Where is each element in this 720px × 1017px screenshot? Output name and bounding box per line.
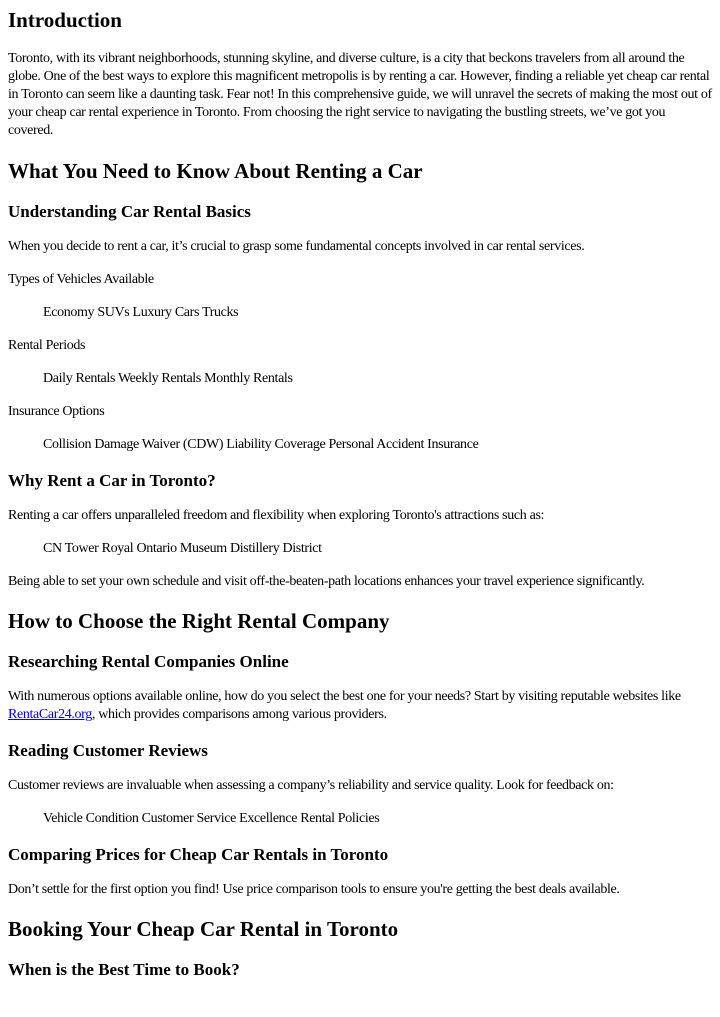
paragraph-comparing-prices: Don’t settle for the first option you find! Use price comparison tools to ensure you're getting the best deals available.	[8, 882, 620, 897]
paragraph-rental-basics: When you decide to rent a car, it’s crucial to grasp some fundamental concepts involved in car rental services.	[8, 239, 585, 254]
list-rental-periods: Daily Rentals Weekly Rentals Monthly Rentals	[43, 371, 293, 386]
paragraph-customer-reviews: Customer reviews are invaluable when assessing a company’s reliability and service quality. Look for feedback on:	[8, 778, 614, 793]
paragraph-introduction: Toronto, with its vibrant neighborhoods, stunning skyline, and diverse culture, is a city that beckons travelers from all around the globe. One of the best ways to explore this magnificent metropolis is by renting a car. However, finding a reliable yet cheap car rental in Toronto can seem like a daunting task. Fear not! In this comprehensive guide, we will unravel the secrets of making the most out of your cheap car rental experience in Toronto. From choosing the right service to navigating the bustling streets, we’ve got you covered.	[8, 51, 712, 138]
label-insurance-options: Insurance Options	[8, 404, 105, 419]
research-text-before: With numerous options available online, how do you select the best one for your needs? Start by visiting reputable websites like	[8, 689, 681, 704]
research-text-after: , which provides comparisons among various providers.	[91, 707, 387, 722]
rentacar24-link[interactable]: RentaCar24.org	[8, 707, 92, 722]
paragraph-research-online	[8, 688, 712, 724]
heading-renting-car: What You Need to Know About Renting a Car	[8, 159, 423, 183]
paragraph-schedule: Being able to set your own schedule and visit off-the-beaten-path locations enhances your travel experience significantly.	[8, 574, 645, 589]
list-review-topics: Vehicle Condition Customer Service Excellence Rental Policies	[43, 811, 380, 826]
paragraph-why-toronto: Renting a car offers unparalleled freedom and flexibility when exploring Toronto's attractions such as:	[8, 508, 545, 523]
heading-why-toronto: Why Rent a Car in Toronto?	[8, 471, 216, 490]
heading-rental-basics: Understanding Car Rental Basics	[8, 202, 251, 221]
heading-comparing-prices: Comparing Prices for Cheap Car Rentals in Toronto	[8, 845, 389, 864]
label-vehicle-types: Types of Vehicles Available	[8, 272, 154, 287]
list-vehicle-types: Economy SUVs Luxury Cars Trucks	[43, 305, 239, 320]
heading-best-time-to-book: When is the Best Time to Book?	[8, 960, 240, 979]
heading-booking: Booking Your Cheap Car Rental in Toronto	[8, 917, 399, 941]
list-insurance-options: Collision Damage Waiver (CDW) Liability Coverage Personal Accident Insurance	[43, 437, 479, 452]
heading-introduction: Introduction	[8, 8, 122, 32]
heading-research-online: Researching Rental Companies Online	[8, 652, 289, 671]
label-rental-periods: Rental Periods	[8, 338, 86, 353]
heading-customer-reviews: Reading Customer Reviews	[8, 741, 208, 760]
heading-choose-company: How to Choose the Right Rental Company	[8, 609, 390, 633]
list-attractions: CN Tower Royal Ontario Museum Distillery District	[43, 541, 322, 556]
